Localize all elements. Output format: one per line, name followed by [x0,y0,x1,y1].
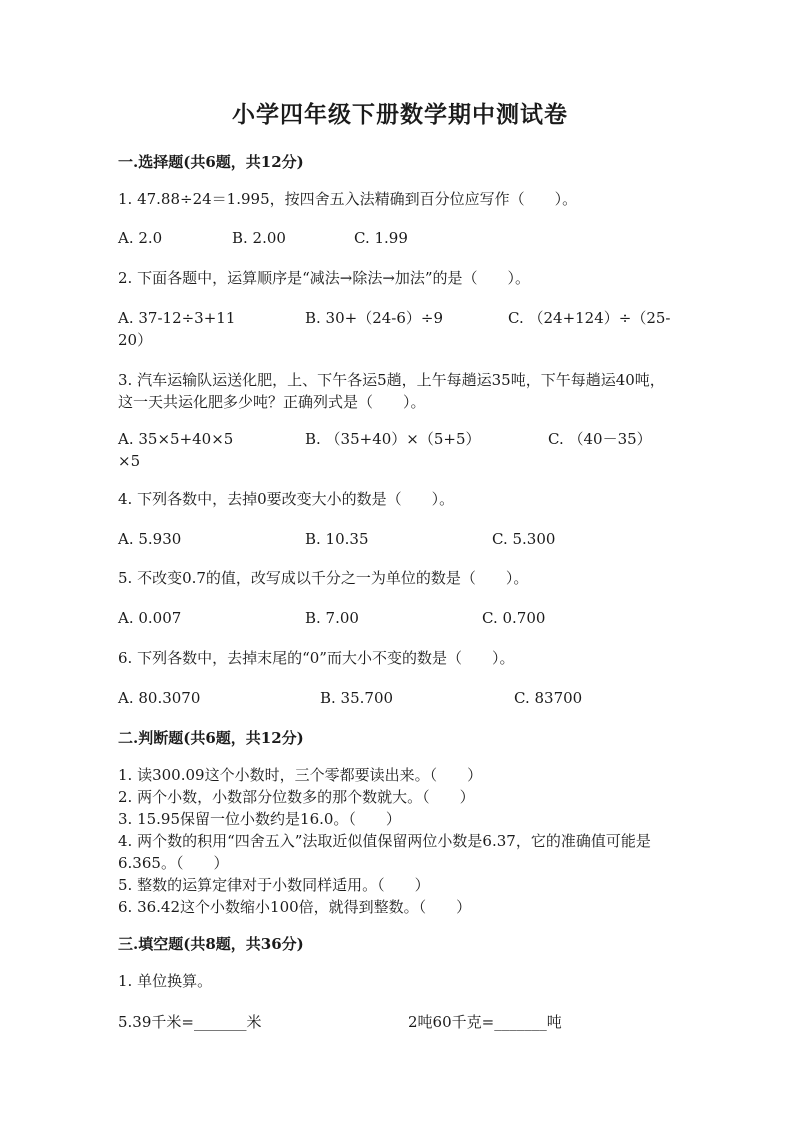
choice-2-option-a: A. 37-12÷3+11 [118,309,236,327]
choice-question-3: 3. 汽车运输队运送化肥，上、下午各运5趟，上午每趟运35吨，下午每趟运40吨，这一天共运化肥多少吨？正确列式是（ ）。 [118,371,665,411]
section-judge-heading: 二.判断题(共6题，共12分) [118,729,304,747]
choice-question-5: 5. 不改变0.7的值，改写成以千分之一为单位的数是（ ）。 [118,569,529,587]
choice-3-option-c: C. （40－35） [548,430,652,448]
fill-1-item-b: 2吨60千克=_______吨 [408,1013,562,1031]
choice-2-option-c-wrap: 20） [118,331,153,349]
choice-1-option-c: C. 1.99 [354,229,408,247]
choice-question-4: 4. 下列各数中，去掉0要改变大小的数是（ ）。 [118,490,455,508]
fill-1-item-a: 5.39千米=_______米 [118,1013,262,1031]
judge-item-2: 2. 两个小数，小数部分位数多的那个数就大。（ ） [118,788,475,806]
section-choice-heading: 一.选择题(共6题，共12分) [118,153,304,171]
judge-item-3: 3. 15.95保留一位小数约是16.0。（ ） [118,810,401,828]
section-fill-heading: 三.填空题(共8题，共36分) [118,935,304,953]
judge-item-4: 4. 两个数的积用“四舍五入”法取近似值保留两位小数是6.37，它的准确值可能是6.365。（ ） [118,832,651,872]
choice-question-1: 1. 47.88÷24＝1.995，按四舍五入法精确到百分位应写作（ ）。 [118,190,578,208]
judge-item-5: 5. 整数的运算定律对于小数同样适用。（ ） [118,876,430,894]
choice-5-option-b: B. 7.00 [305,609,359,627]
choice-4-option-a: A. 5.930 [118,530,182,548]
fill-question-1: 1. 单位换算。 [118,972,213,990]
choice-question-6: 6. 下列各数中，去掉末尾的“0”而大小不变的数是（ ）。 [118,649,515,667]
choice-3-option-c-wrap: ×5 [118,452,141,470]
choice-1-option-a: A. 2.0 [118,229,163,247]
choice-3-option-b: B. （35+40）×（5+5） [305,430,481,448]
choice-2-option-b: B. 30+（24-6）÷9 [305,309,444,327]
choice-1-option-b: B. 2.00 [232,229,286,247]
choice-6-option-a: A. 80.3070 [118,689,201,707]
choice-question-2: 2. 下面各题中，运算顺序是“减法→除法→加法”的是（ ）。 [118,269,531,287]
judge-item-1: 1. 读300.09这个小数时，三个零都要读出来。（ ） [118,766,483,784]
choice-4-option-b: B. 10.35 [305,530,369,548]
judge-list [118,764,678,918]
choice-6-option-c: C. 83700 [514,689,583,707]
judge-item-6: 6. 36.42这个小数缩小100倍，就得到整数。（ ） [118,898,472,916]
choice-5-option-a: A. 0.007 [118,609,182,627]
choice-3-option-a: A. 35×5+40×5 [118,430,234,448]
choice-4-option-c: C. 5.300 [492,530,556,548]
page-title: 小学四年级下册数学期中测试卷 [232,101,568,128]
choice-6-option-b: B. 35.700 [320,689,394,707]
choice-5-option-c: C. 0.700 [482,609,546,627]
choice-2-option-c: C. （24+124）÷（25- [508,309,671,327]
